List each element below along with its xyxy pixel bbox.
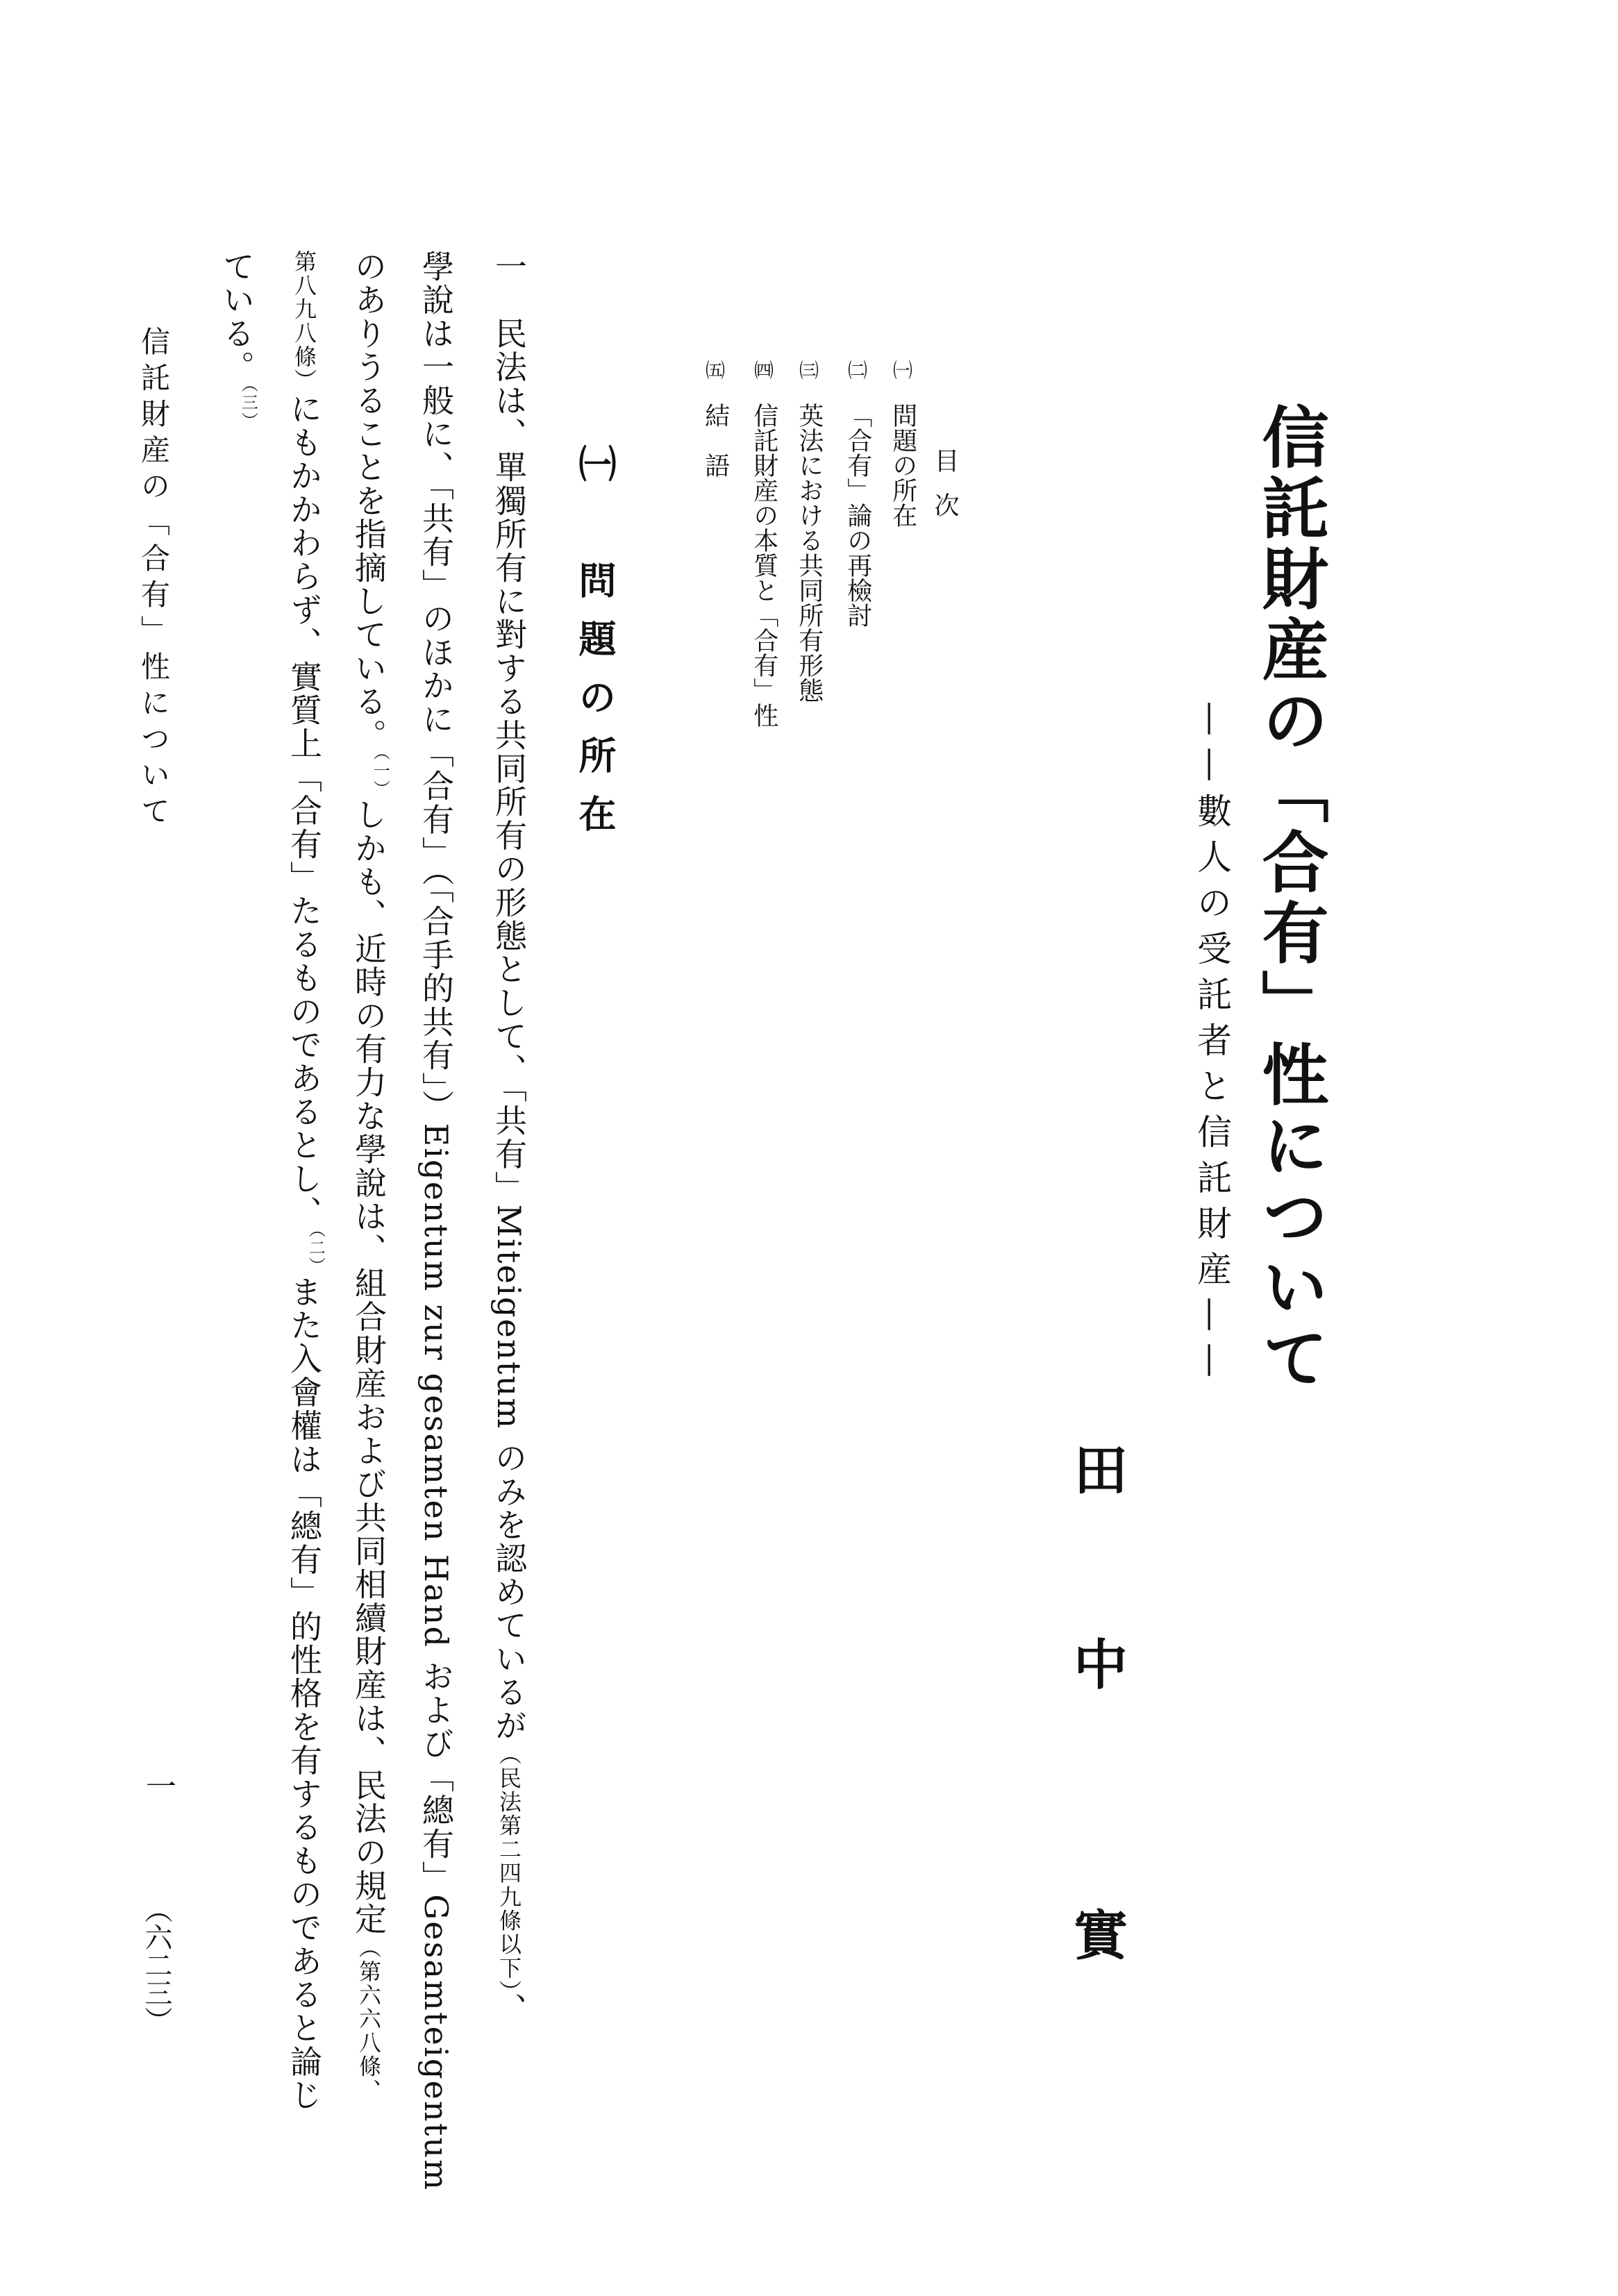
toc-item-number: ㈠ bbox=[892, 359, 912, 382]
article-title: 信託財産の「合有」性について bbox=[1251, 403, 1330, 1394]
author-char-2: 中 bbox=[1073, 1634, 1128, 1697]
body-text: 、 bbox=[490, 1993, 528, 2027]
toc-item bbox=[837, 361, 878, 628]
running-head: 信託財産の「合有」性について bbox=[137, 326, 171, 832]
body-text: ている。 bbox=[218, 250, 256, 384]
toc-item-text: 信託財産の本質と「合有」性 bbox=[749, 403, 778, 728]
section-heading: ㈠ 問題の所在 bbox=[573, 444, 617, 853]
note-reference: （三） bbox=[238, 383, 258, 430]
toc-item-text: 「合有」論の再檢討 bbox=[843, 403, 872, 628]
body-text: （第六六八條、 bbox=[356, 1936, 382, 2102]
body-text: また入會權は「總有」的性格を有するものであると論じ bbox=[285, 1275, 323, 2112]
toc-item-text: 問題の所在 bbox=[888, 403, 917, 528]
toc-item-text: 結 語 bbox=[701, 403, 730, 478]
toc-heading: 目次 bbox=[931, 448, 959, 537]
body-text: 第八九八條） bbox=[291, 250, 317, 393]
body-text: 一 民法は、單獨所有に對する共同所有の形態として、「共有」Miteigentum のみを認めているが bbox=[490, 250, 528, 1743]
article-subtitle: ——數人の受託者と信託財産—— bbox=[1192, 701, 1232, 1389]
body-text: のありうることを指摘している。 bbox=[350, 250, 387, 752]
toc-item-number: ㈢ bbox=[799, 359, 819, 382]
body-column-1 bbox=[490, 250, 528, 2027]
folio-number: （六二三） bbox=[140, 1895, 172, 2034]
body-column-4 bbox=[285, 250, 326, 2112]
note-reference: （二） bbox=[306, 1229, 326, 1275]
body-column-3 bbox=[350, 250, 390, 2102]
body-text: しかも、近時の有力な學說は、組合財産および共同相續財産は、民法の規定 bbox=[350, 798, 387, 1936]
toc-item-number: ㈡ bbox=[847, 359, 867, 382]
toc-item-number: ㈤ bbox=[705, 359, 725, 382]
toc-item bbox=[694, 361, 736, 478]
body-text: にもかかわらず、實質上「合有」たるものであるとし、 bbox=[285, 392, 323, 1230]
toc-item bbox=[788, 361, 830, 703]
body-text: 學說は一般に、「共有」のほかに「合有」（「合手的共有」）Eigentum zur gesamten Hand および「總有」Gesamteigentum bbox=[417, 250, 455, 2192]
note-reference: （一） bbox=[370, 752, 390, 798]
toc-item-number: ㈣ bbox=[753, 359, 774, 382]
author-char-3: 實 bbox=[1073, 1904, 1128, 1968]
body-text: （民法第二四九條以下） bbox=[496, 1742, 522, 1993]
body-column-5 bbox=[218, 250, 258, 430]
author-char-1: 田 bbox=[1073, 1439, 1128, 1502]
toc-item bbox=[882, 361, 924, 528]
toc-item bbox=[743, 361, 785, 728]
body-column-2 bbox=[417, 250, 455, 2192]
toc-item-text: 英法における共同所有形態 bbox=[794, 403, 824, 703]
page-number: 一 bbox=[140, 1770, 176, 1801]
